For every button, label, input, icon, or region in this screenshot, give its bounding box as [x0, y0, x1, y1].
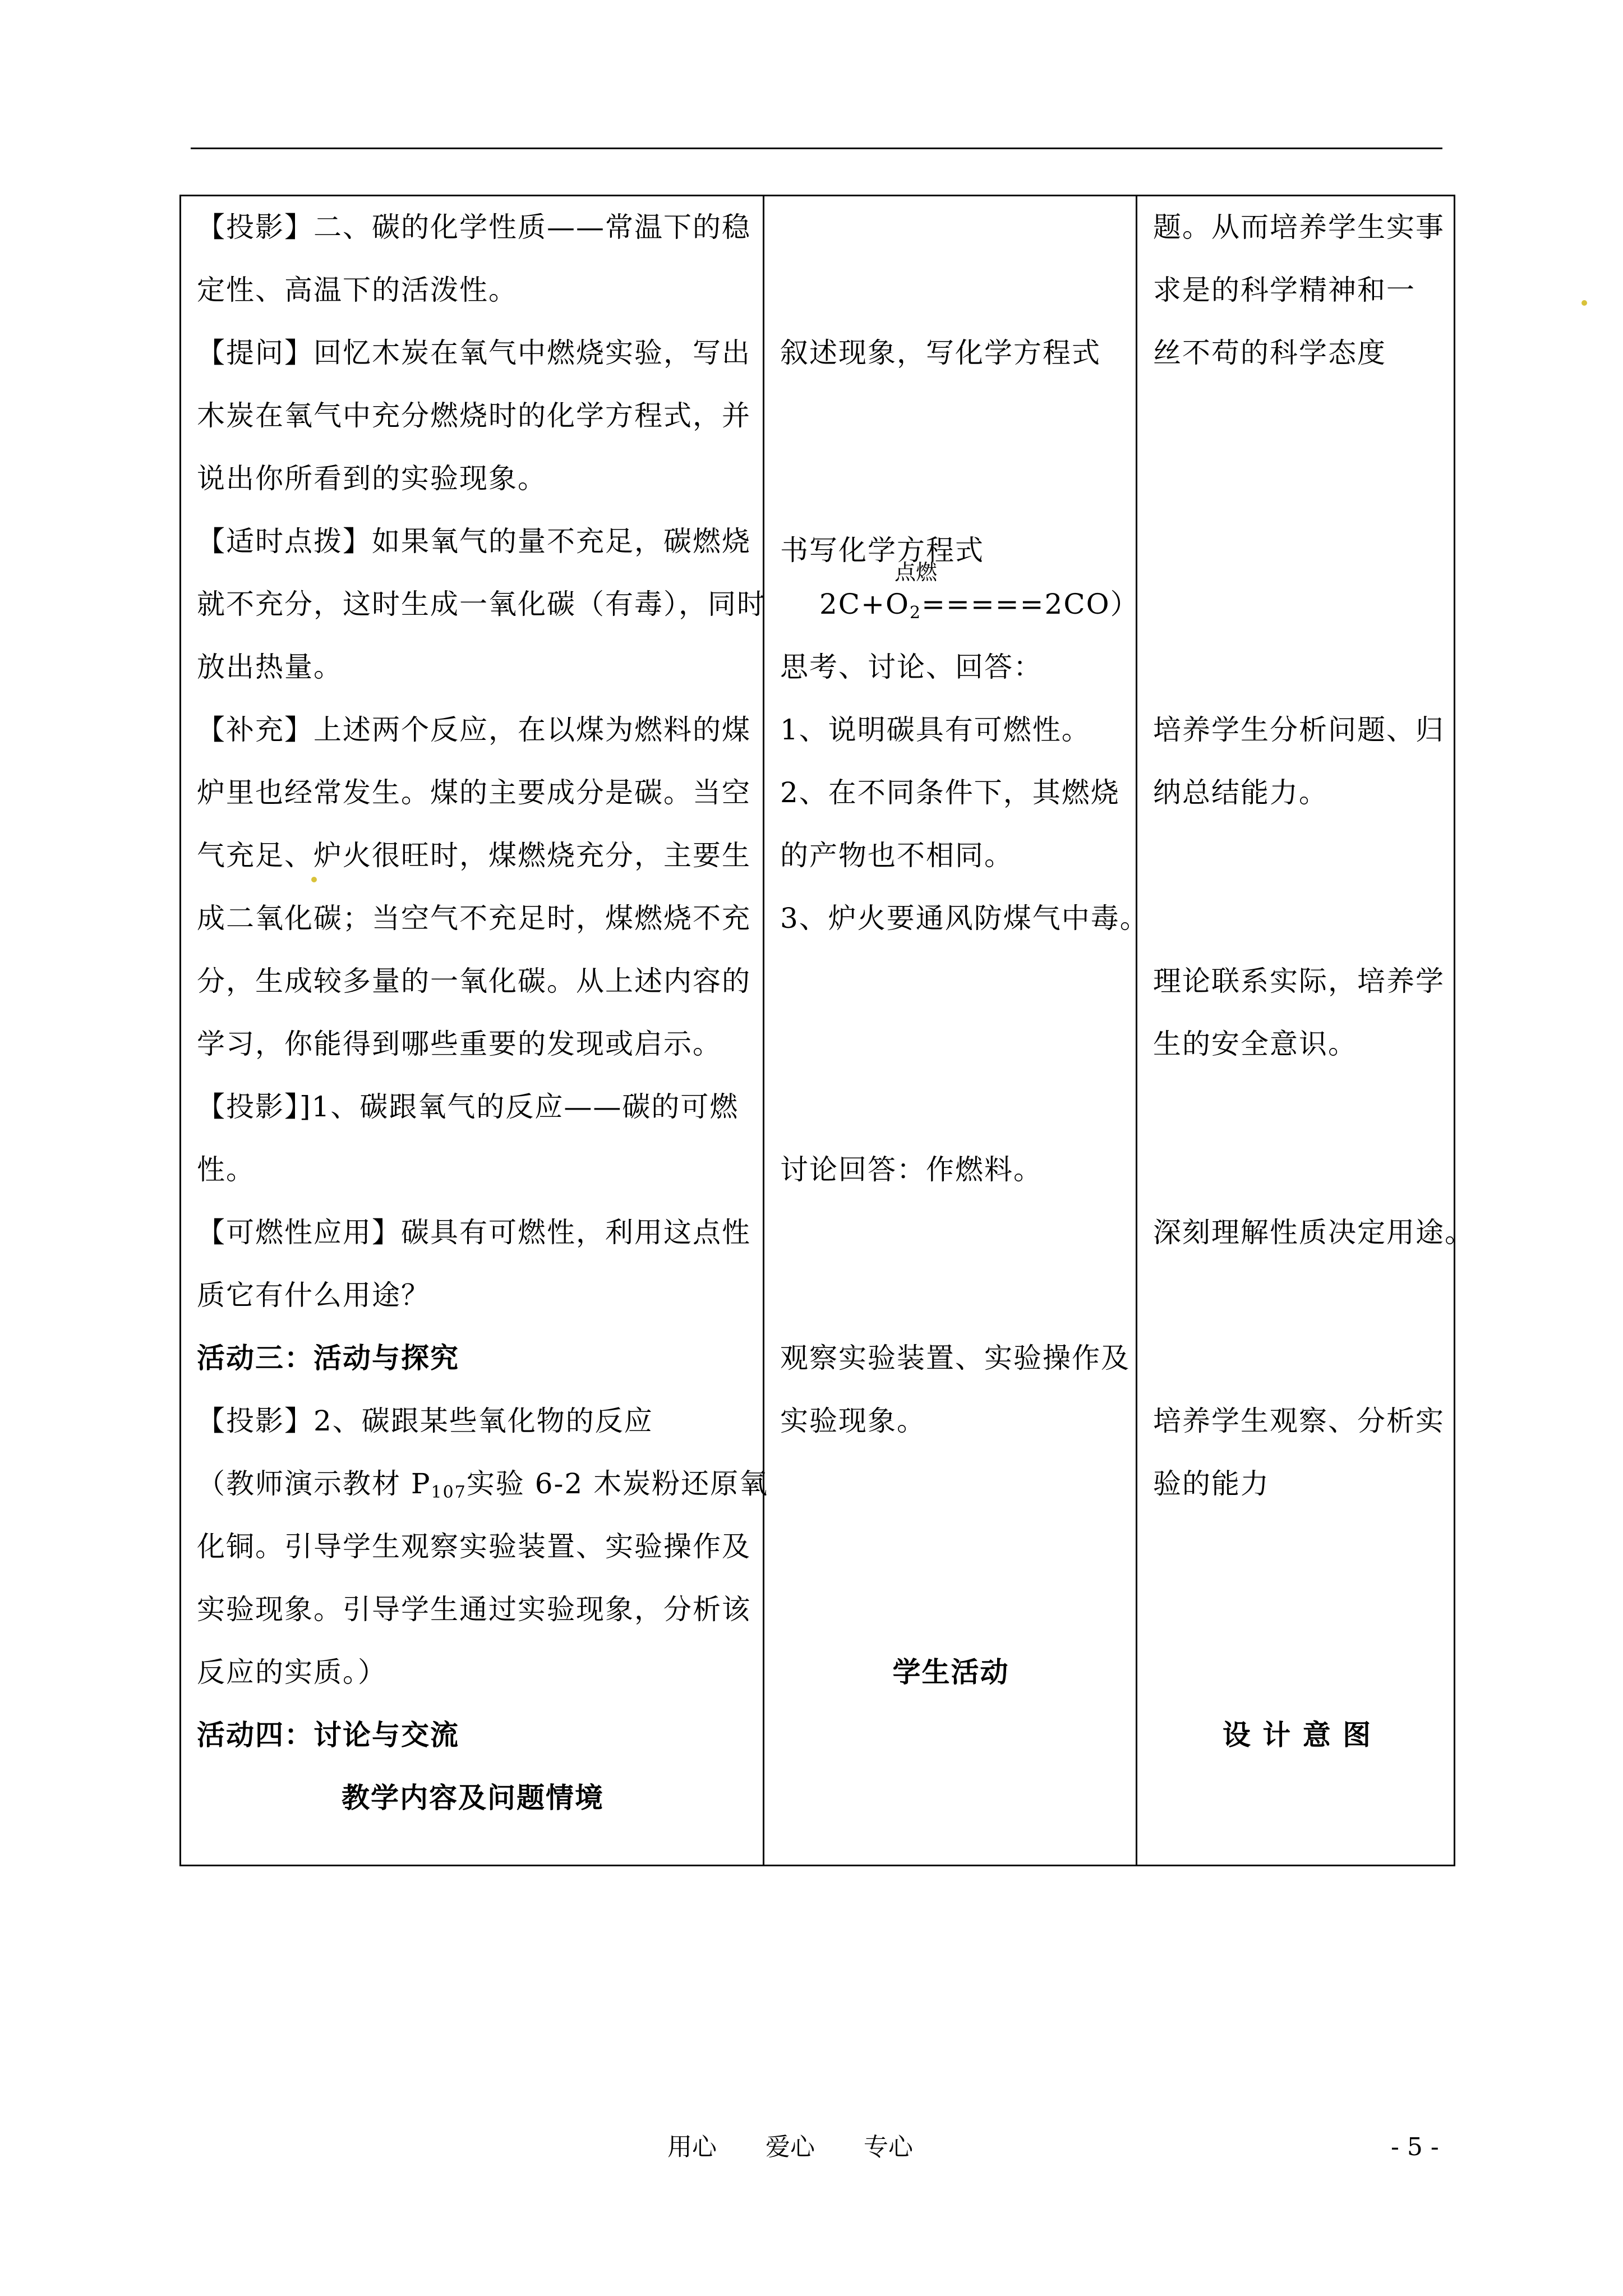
content-line: 说出你所看到的实验现象。 [197, 462, 547, 495]
column-title: 学生活动 [892, 1656, 1009, 1688]
activity-line: 2、在不同条件下，其燃烧 [780, 776, 1120, 809]
teaching-content-column [181, 196, 769, 1865]
activity-line: 3、炉火要通风防煤气中毒。 [780, 902, 1149, 935]
intent-line: 生的安全意识。 [1153, 1028, 1357, 1060]
lesson-table [179, 195, 1474, 1866]
reaction-condition: 点燃 [895, 560, 938, 585]
content-line: 化铜。引导学生观察实验装置、实验操作及 [197, 1530, 751, 1563]
intent-line: 纳总结能力。 [1153, 776, 1328, 809]
intent-line: 理论联系实际，培养学 [1153, 965, 1445, 997]
content-line: 【投影】]1、碳跟氧气的反应——碳的可燃 [197, 1091, 739, 1123]
intent-line: 培养学生观察、分析实 [1153, 1405, 1445, 1437]
chemical-equation: $2C+O_2=====2CO$） [819, 588, 1140, 623]
stray-mark [311, 877, 317, 882]
activity-line: 1、说明碳具有可燃性。 [780, 714, 1091, 746]
content-line: 成二氧化碳；当空气不充足时，煤燃烧不充 [197, 902, 751, 935]
content-line: 定性、高温下的活泼性。 [197, 274, 518, 306]
activity-line: 思考、讨论、回答： [780, 651, 1043, 683]
footer-text: 爱心 [766, 2133, 815, 2161]
footer-text: 专心 [864, 2133, 913, 2161]
intent-line: 深刻理解性质决定用途。 [1153, 1216, 1474, 1249]
content-line: 学习，你能得到哪些重要的发现或启示。 [197, 1028, 722, 1060]
content-line: 性。 [197, 1153, 255, 1186]
stray-mark [1581, 300, 1587, 306]
content-line: 【提问】回忆木炭在氧气中燃烧实验，写出 [197, 337, 751, 369]
activity-line: 叙述现象，写化学方程式 [780, 337, 1101, 369]
column-title: 设 计 意 图 [1222, 1719, 1372, 1751]
content-line: 炉里也经常发生。煤的主要成分是碳。当空 [197, 776, 751, 809]
intent-line: 求是的科学精神和一 [1153, 274, 1415, 306]
activity-line: 书写化学方程式 [780, 534, 984, 567]
content-line: 木炭在氧气中充分燃烧时的化学方程式，并 [197, 399, 751, 432]
intent-line: 题。从而培养学生实事 [1153, 211, 1445, 243]
activity-heading: 活动三：活动与探究 [197, 1342, 459, 1374]
content-line: 放出热量。 [197, 651, 343, 683]
activity-line: 观察实验装置、实验操作及 [780, 1342, 1130, 1374]
header-rule [191, 148, 1442, 149]
content-line: 质它有什么用途？ [197, 1279, 430, 1312]
content-line: 气充足、炉火很旺时，煤燃烧充分，主要生 [197, 839, 751, 872]
content-line: 实验现象。引导学生通过实验现象，分析该 [197, 1593, 751, 1626]
intent-line: 培养学生分析问题、归 [1153, 714, 1445, 746]
intent-line: 验的能力 [1153, 1467, 1270, 1500]
content-line: 分，生成较多量的一氧化碳。从上述内容的 [197, 965, 751, 997]
content-line: 【适时点拨】如果氧气的量不充足，碳燃烧 [197, 525, 751, 558]
content-line: 就不充分，这时生成一氧化碳（有毒），同时 [197, 588, 766, 620]
activity-line: 实验现象。 [780, 1405, 926, 1437]
content-line: 反应的实质。） [197, 1656, 387, 1688]
intent-line: 丝不苟的科学态度 [1153, 337, 1386, 369]
content-line: 【投影】2、碳跟某些氧化物的反应 [197, 1405, 653, 1437]
content-line: 【可燃性应用】碳具有可燃性，利用这点性 [197, 1216, 751, 1249]
activity-heading: 活动四：讨论与交流 [197, 1719, 459, 1751]
activity-line: 讨论回答：作燃料。 [780, 1153, 1043, 1186]
content-line: 【补充】上述两个反应，在以煤为燃料的煤 [197, 714, 751, 746]
design-intent-column [1137, 196, 1474, 1865]
content-line: （教师演示教材 $P_{107}$实验 6-2 木炭粉还原氧 [197, 1467, 769, 1502]
content-line: 【投影】二、碳的化学性质——常温下的稳 [197, 211, 751, 243]
student-activity-column [764, 196, 1149, 1865]
footer-text: 用心 [667, 2133, 717, 2161]
activity-line: 的产物也不相同。 [780, 839, 1013, 872]
column-title: 教学内容及问题情境 [342, 1782, 604, 1814]
page-number: - 5 - [1391, 2133, 1439, 2161]
